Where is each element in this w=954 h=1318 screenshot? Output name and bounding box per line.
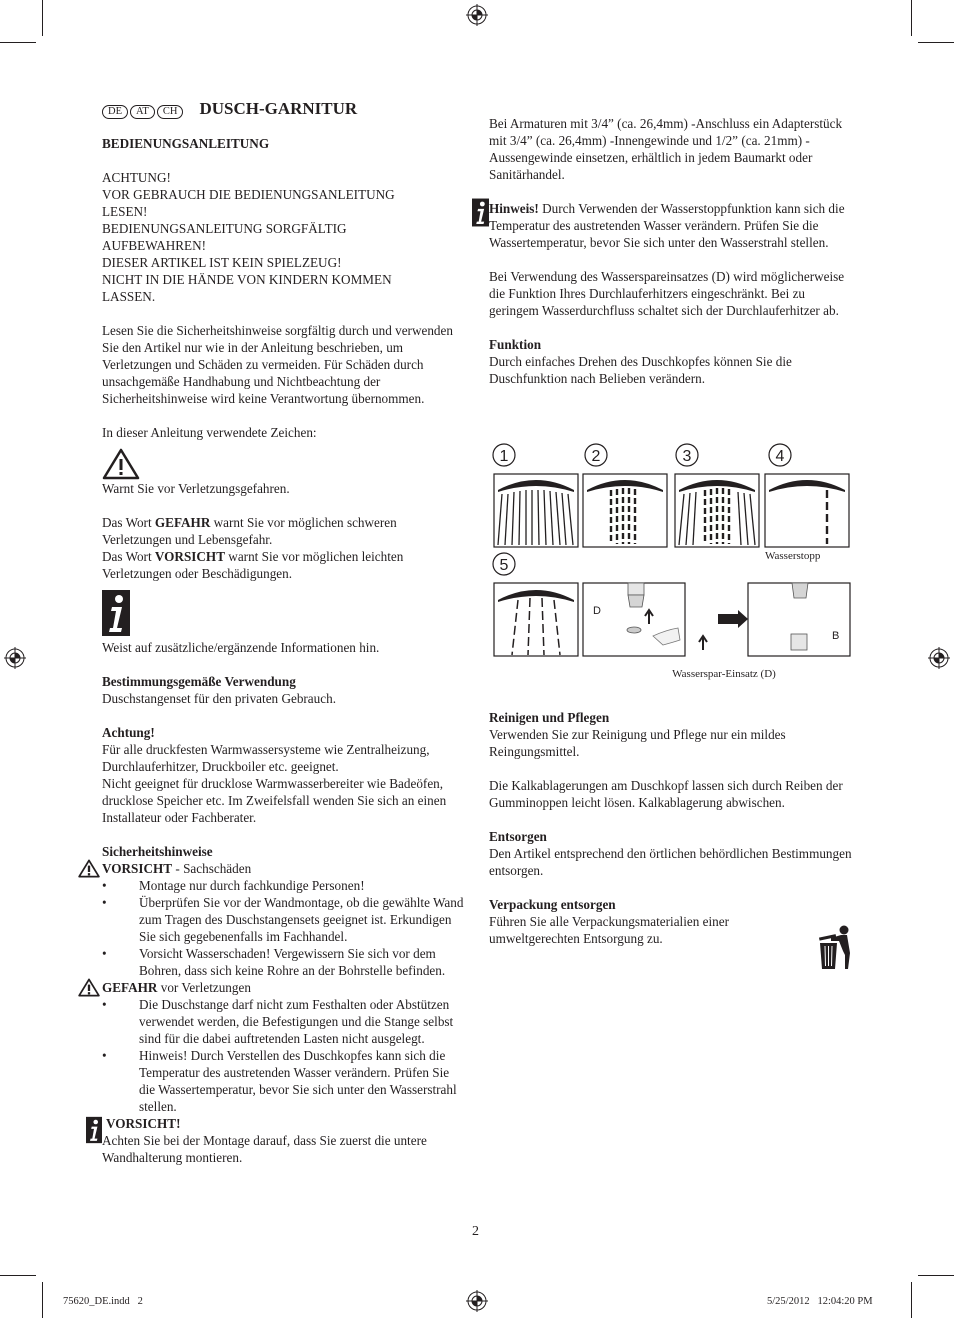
mode-3-label: 3 <box>682 448 692 465</box>
warning-line: DIESER ARTIKEL IST KEIN SPIELZEUG! <box>102 255 342 270</box>
country-flag-ch: CH <box>157 105 184 119</box>
warning-line: ACHTUNG! <box>102 170 171 185</box>
info-sign-text: Weist auf zusätzliche/ergänzende Informationen hin. <box>102 640 380 655</box>
function-text: Durch einfaches Drehen des Duschkopfes können Sie die Duschfunktion nach Belieben verändern. <box>489 354 792 386</box>
gefahr-list <box>102 996 468 1115</box>
final-warning <box>102 1115 468 1132</box>
mode-3-combined-icon <box>675 474 759 547</box>
info-icon <box>102 590 130 636</box>
function-heading: Funktion <box>489 337 542 352</box>
mode-2-massage-icon <box>583 474 667 547</box>
warning-line: LASSEN. <box>102 289 156 304</box>
text: - Sachschäden <box>172 861 252 876</box>
country-flag-at: AT <box>130 105 155 119</box>
dispose-heading: Entsorgen <box>489 829 547 844</box>
clean-text: Die Kalkablagerungen am Duschkopf lassen sich durch Reiben der Gumminoppen leicht lösen. Kalkablagerung abwischen. <box>489 778 843 810</box>
mode-1-label: 1 <box>499 448 509 465</box>
crop-mark <box>911 0 912 36</box>
attention-text: Für alle druckfesten Warmwassersysteme wie Zentralheizung, Durchlauferhitzer, Druckboiler etc. geeignet. <box>102 742 430 774</box>
hint-text: Durch Verwenden der Wasserstoppfunktion kann sich die Temperatur des austretenden Wasser verändern. Prüfen Sie die Wassertemperatur, bevor Sie sich unter den Wasserstrahl stellen. <box>489 201 845 250</box>
vorsicht-word: VORSICHT <box>154 549 225 564</box>
info-icon <box>86 1116 102 1144</box>
label-b: B <box>832 630 840 642</box>
registration-mark-icon <box>928 647 950 669</box>
text: vor Verletzungen <box>157 980 251 995</box>
water-saver-insert-diagram <box>583 583 850 656</box>
clean-text: Verwenden Sie zur Reinigung und Pflege nur ein mildes Reingungsmittel. <box>489 727 786 759</box>
label-d: D <box>593 605 601 617</box>
warning-line: NICHT IN DIE HÄNDE VON KINDERN KOMMEN <box>102 272 392 287</box>
registration-mark-icon <box>466 1290 488 1312</box>
warning-triangle-icon <box>78 978 100 997</box>
list-item: • Die Duschstange darf nicht zum Festhalten oder Abstützen verwendet werden, die Befestigungen und die Stange selbst sind für die dabei auftretenden Lasten nicht ausgelegt. <box>102 996 468 1047</box>
text: Das Wort <box>102 515 155 530</box>
warning-line: AUFBEWAHREN! <box>102 238 207 253</box>
warning-line: LESEN! <box>102 204 148 219</box>
clean-heading: Reinigen und Pflegen <box>489 710 610 725</box>
vorsicht-list <box>102 877 468 979</box>
right-column <box>489 115 855 387</box>
mode-1-rain-icon <box>494 474 578 547</box>
final-warning-label: VORSICHT! <box>106 1116 181 1131</box>
gefahr-word: GEFAHR <box>154 515 211 530</box>
info-icon <box>472 198 489 227</box>
warning-triangle-icon <box>102 448 140 480</box>
dispose-text: Den Artikel entsprechend den örtlichen behördlichen Bestimmungen entsorgen. <box>489 846 852 878</box>
crop-mark <box>42 0 43 36</box>
mode-5-label: 5 <box>499 557 509 574</box>
list-item: • Überprüfen Sie vor der Wandmontage, ob die gewählte Wand zum Tragen des Duschstangensets geeignet ist. Erkundigen Sie sich gegebenenfalls im Fachhandel. <box>102 894 468 945</box>
crop-mark <box>0 1275 36 1276</box>
adapter-text: Bei Armaturen mit 3/4” (ca. 26,4mm) -Anschluss ein Adapterstück mit 3/4” (ca. 26,4mm) -Innengewinde und 1/2” (ca. 21mm) -Aussengewinde einsetzen, erhältlich in jedem Baumarkt oder Sanitärhandel. <box>489 116 843 182</box>
crop-mark <box>0 42 36 43</box>
attention-text: Nicht geeignet für drucklose Warmwasserbereiter wie Badeöfen, drucklose Speicher etc. Im Zweifelsfall wenden Sie sich an einen Installateur oder Fachberater. <box>102 776 447 825</box>
gefahr-label <box>102 979 468 996</box>
page-header <box>102 99 357 119</box>
page-number: 2 <box>472 1224 479 1239</box>
use-text: Duschstangenset für den privaten Gebrauch. <box>102 691 336 706</box>
registration-mark-icon <box>4 647 26 669</box>
pack-heading: Verpackung entsorgen <box>489 897 616 912</box>
stop-caption: Wasserstopp <box>765 550 821 562</box>
warn-sign-text: Warnt Sie vor Verletzungsgefahren. <box>102 481 290 496</box>
text: warnt Sie vor möglichen schweren Verletzungen und Lebensgefahr. <box>102 515 397 547</box>
intro-paragraph: Lesen Sie die Sicherheitshinweise sorgfältig durch und verwenden Sie den Artikel nur wie in der Anleitung beschrieben, um Verletzungen und Schäden zu vermeiden. Für Schäden durch unsachgemäße Handhabung und Nichtbeachtung der Sicherheitshinweise wird keine Verantwortung übernommen. <box>102 323 453 406</box>
slug-timestamp: 5/25/2012 12:04:20 PM <box>767 1296 873 1307</box>
left-column <box>102 135 468 1166</box>
saver-caption: Wasserspar-Einsatz (D) <box>672 668 776 680</box>
warning-triangle-icon <box>78 859 100 878</box>
use-heading: Bestimmungsgemäße Verwendung <box>102 674 296 689</box>
saver-text: Bei Verwendung des Wasserspareinsatzes (D) wird möglicherweise die Funktion Ihres Durchlauferhitzers eingeschränkt. Bei zu geringem Wasserdurchfluss schaltet sich der Durchlauferhitzer ab. <box>489 269 845 318</box>
warning-line: BEDIENUNGSANLEITUNG SORGFÄLTIG <box>102 221 347 236</box>
crop-mark <box>42 1282 43 1318</box>
page-title: DUSCH-GARNITUR <box>199 99 358 118</box>
final-warning-text: Achten Sie bei der Montage darauf, dass Sie zuerst die untere Wandhalterung montieren. <box>102 1133 427 1165</box>
shower-modes-figure <box>488 440 858 685</box>
hint-paragraph <box>489 200 855 251</box>
gefahr-label-word: GEFAHR <box>102 980 158 995</box>
list-item: • Hinweis! Durch Verstellen des Duschkopfes kann sich die Temperatur des austretenden Wasser verändern. Prüfen Sie die Wassertemperatur, bevor Sie sich unter den Wasserstrahl stellen. <box>102 1047 468 1115</box>
pack-text: Führen Sie alle Verpackungsmaterialien einer umweltgerechten Entsorgung zu. <box>489 914 729 946</box>
vorsicht-definition <box>102 548 468 582</box>
list-item: • Vorsicht Wasserschaden! Vergewissern Sie sich vor dem Bohren, dass sich keine Rohre an der Bohrstelle befinden. <box>102 945 468 979</box>
crop-mark <box>918 1275 954 1276</box>
slug-filename: 75620_DE.indd 2 <box>63 1296 143 1307</box>
mode-4-stop-icon <box>765 474 849 547</box>
section-title: BEDIENUNGSANLEITUNG <box>102 136 270 151</box>
vorsicht-label-word: VORSICHT <box>102 861 173 876</box>
attention-heading: Achtung! <box>102 725 155 740</box>
text: Das Wort <box>102 549 155 564</box>
mode-4-label: 4 <box>775 448 785 465</box>
warning-line: VOR GEBRAUCH DIE BEDIENUNGSANLEITUNG <box>102 187 395 202</box>
mode-5-eco-icon <box>494 583 578 656</box>
right-column-lower <box>489 709 855 947</box>
registration-mark-icon <box>466 4 488 26</box>
recycle-bin-icon <box>817 923 853 971</box>
country-flag-de: DE <box>102 105 128 119</box>
crop-mark <box>911 1282 912 1318</box>
signs-intro: In dieser Anleitung verwendete Zeichen: <box>102 425 317 440</box>
safety-heading: Sicherheitshinweise <box>102 844 213 859</box>
list-item: • Montage nur durch fachkundige Personen! <box>102 877 468 894</box>
mode-2-label: 2 <box>591 448 601 465</box>
hint-label: Hinweis! <box>489 201 539 216</box>
crop-mark <box>918 42 954 43</box>
vorsicht-label <box>102 860 468 877</box>
gefahr-definition <box>102 514 468 548</box>
text: warnt Sie vor möglichen leichten Verletzungen oder Beschädigungen. <box>102 549 404 581</box>
